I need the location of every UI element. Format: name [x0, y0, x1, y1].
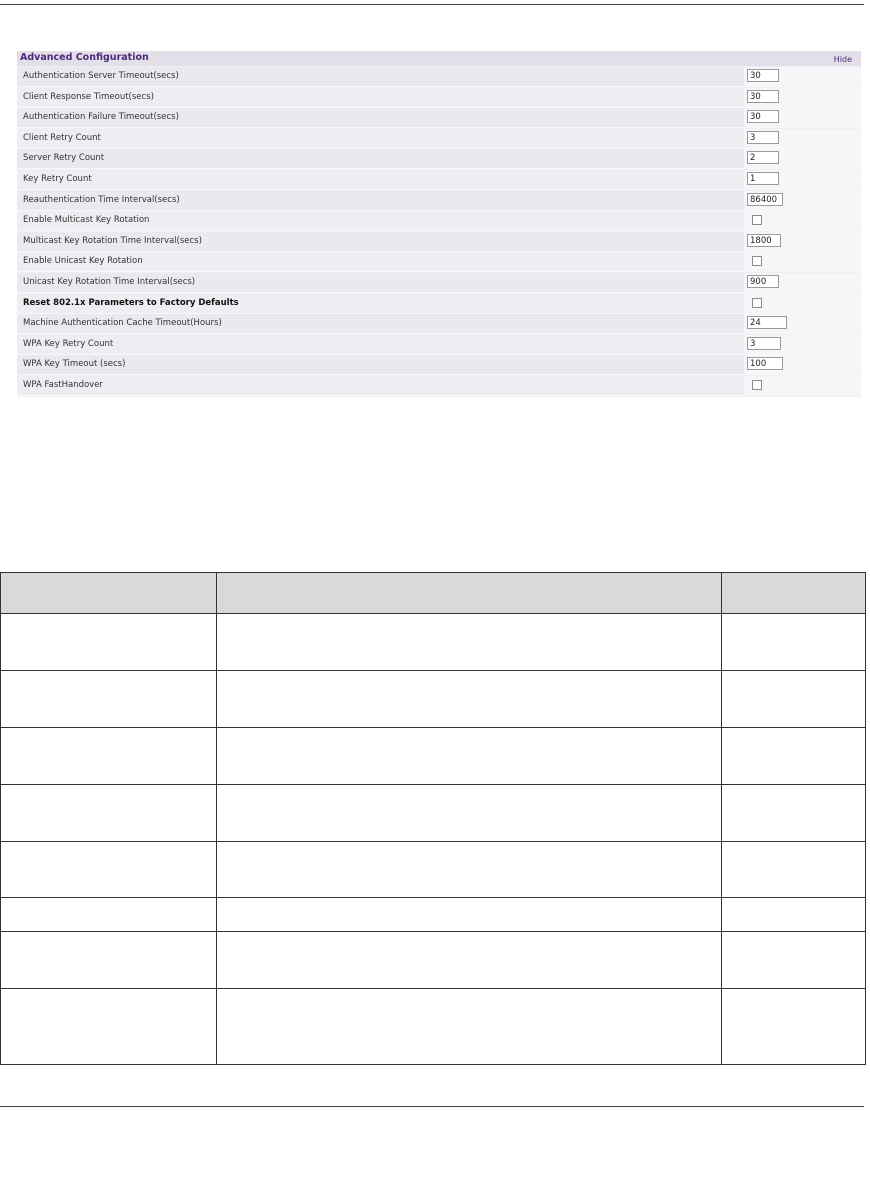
table-cell [217, 989, 722, 1065]
config-value-input[interactable]: 100 [747, 357, 783, 370]
config-row-label: Authentication Server Timeout(secs) [23, 71, 179, 81]
config-row [17, 149, 861, 169]
table-cell [1, 932, 217, 989]
table-row [1, 727, 866, 784]
config-row-label: WPA FastHandover [23, 380, 103, 390]
table-row [1, 989, 866, 1065]
config-row-control-cell [744, 355, 861, 374]
config-row-control-cell [744, 129, 861, 148]
config-row [17, 355, 861, 375]
table-cell [217, 614, 722, 671]
description-table [0, 572, 866, 1065]
table-cell [217, 784, 722, 841]
config-row [17, 129, 861, 149]
config-row-label: Reauthentication Time Interval(secs) [23, 194, 180, 205]
config-row [17, 88, 861, 108]
config-row-label: Reset 802.1x Parameters to Factory Defaults [23, 297, 239, 308]
table-cell [217, 841, 722, 898]
top-divider [0, 4, 864, 5]
config-value-input[interactable]: 2 [747, 151, 779, 164]
config-row-control-cell [744, 232, 861, 251]
table-cell [217, 670, 722, 727]
config-row-control-cell [744, 108, 861, 127]
config-value-input[interactable]: 3 [747, 337, 781, 350]
config-checkbox[interactable] [752, 380, 762, 390]
table-cell [1, 841, 217, 898]
config-row-label: Key Retry Count [23, 174, 92, 184]
config-checkbox[interactable] [752, 215, 762, 225]
advanced-configuration-panel [17, 51, 861, 397]
table-header-cell [722, 573, 866, 614]
config-row-label: Client Response Timeout(secs) [23, 91, 154, 102]
config-row [17, 211, 861, 231]
config-row-control-cell [744, 252, 861, 271]
table-header-cell [217, 573, 722, 614]
config-checkbox[interactable] [752, 298, 762, 308]
table-cell [1, 784, 217, 841]
panel-title: Advanced Configuration [20, 52, 149, 63]
table-cell [217, 727, 722, 784]
table-header-row [1, 573, 866, 614]
table-cell [722, 989, 866, 1065]
table-cell [722, 614, 866, 671]
config-row-control-cell [744, 67, 861, 86]
config-row-label: Multicast Key Rotation Time Interval(secs) [23, 235, 202, 246]
config-row-control-cell [744, 376, 861, 395]
config-row [17, 191, 861, 211]
config-row-control-cell [744, 191, 861, 210]
config-row-control-cell [744, 294, 861, 313]
config-row-label: WPA Key Timeout (secs) [23, 359, 126, 370]
table-cell [1, 989, 217, 1065]
config-value-input[interactable]: 3 [747, 131, 779, 144]
config-row-control-cell [744, 273, 861, 292]
hide-link[interactable]: Hide [833, 55, 852, 64]
table-cell [722, 670, 866, 727]
config-row-control-cell [744, 88, 861, 107]
config-row [17, 232, 861, 252]
table-cell [1, 727, 217, 784]
table-row [1, 614, 866, 671]
config-row [17, 67, 861, 87]
config-row-label: WPA Key Retry Count [23, 338, 114, 349]
table-row [1, 898, 866, 932]
config-row [17, 335, 861, 355]
config-row-label: Enable Multicast Key Rotation [23, 215, 150, 226]
table-cell [1, 670, 217, 727]
table-row [1, 841, 866, 898]
table-cell [217, 898, 722, 932]
config-row [17, 273, 861, 293]
config-row [17, 170, 861, 190]
table-cell [722, 784, 866, 841]
config-row [17, 314, 861, 334]
config-row [17, 252, 861, 272]
config-value-input[interactable]: 1 [747, 172, 779, 185]
table-cell [722, 727, 866, 784]
config-row [17, 294, 861, 314]
config-value-input[interactable]: 24 [747, 316, 787, 329]
config-row-control-cell [744, 211, 861, 230]
config-value-input[interactable]: 86400 [747, 193, 783, 206]
table-cell [217, 932, 722, 989]
table-row [1, 784, 866, 841]
config-row-label: Machine Authentication Cache Timeout(Hours) [23, 318, 222, 329]
config-value-input[interactable]: 30 [747, 110, 779, 123]
config-row-control-cell [744, 335, 861, 354]
config-value-input[interactable]: 30 [747, 69, 779, 82]
bottom-divider [0, 1106, 864, 1107]
config-row-control-cell [744, 149, 861, 168]
config-value-input[interactable]: 1800 [747, 234, 781, 247]
config-row-label: Enable Unicast Key Rotation [23, 256, 143, 267]
table-cell [1, 614, 217, 671]
config-row-label: Server Retry Count [23, 153, 105, 164]
config-row-label: Unicast Key Rotation Time Interval(secs) [23, 277, 196, 287]
config-value-input[interactable]: 30 [747, 90, 779, 103]
config-row-control-cell [744, 170, 861, 189]
config-row [17, 376, 861, 396]
table-cell [722, 932, 866, 989]
config-row-label: Client Retry Count [23, 132, 101, 143]
table-cell [1, 898, 217, 932]
table-header-cell [1, 573, 217, 614]
panel-header [17, 51, 861, 66]
config-row [17, 108, 861, 128]
config-value-input[interactable]: 900 [747, 275, 779, 288]
table-cell [722, 898, 866, 932]
config-checkbox[interactable] [752, 256, 762, 266]
table-cell [722, 841, 866, 898]
table-row [1, 670, 866, 727]
config-row-label: Authentication Failure Timeout(secs) [23, 112, 179, 123]
config-row-control-cell [744, 314, 861, 333]
table-row [1, 932, 866, 989]
